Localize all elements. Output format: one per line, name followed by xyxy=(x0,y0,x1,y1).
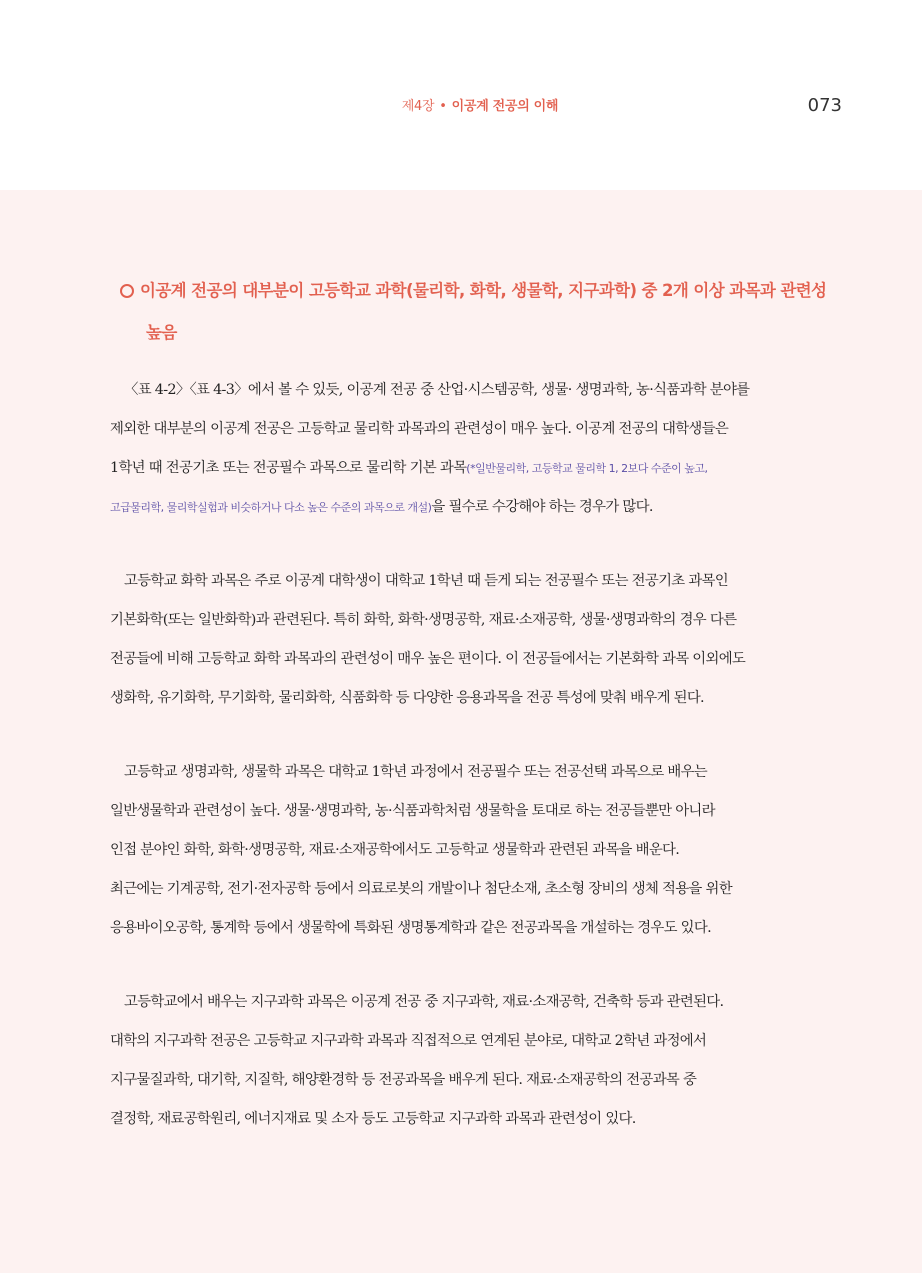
circle-bullet-icon xyxy=(120,284,134,298)
paragraph-line: 전공들에 비해 고등학교 화학 과목과의 관련성이 매우 높은 편이다. 이 전공들에서는 기본화학 과목 이외에도 xyxy=(110,651,746,667)
page-header xyxy=(0,0,922,190)
header-separator: • xyxy=(439,99,447,114)
paragraph-line: 결정학, 재료공학원리, 에너지재료 및 소자 등도 고등학교 지구과학 과목과 관련성이 있다. xyxy=(110,1111,636,1127)
page-number: 073 xyxy=(807,95,842,116)
paragraph-text: 을 필수로 수강해야 하는 경우가 많다. xyxy=(431,499,653,515)
running-head xyxy=(330,95,630,114)
paragraph-earth-science xyxy=(110,983,842,1139)
paragraph-line: 고등학교 화학 과목은 주로 이공계 대학생이 대학교 1학년 때 듣게 되는 전공필수 또는 전공기초 과목인 xyxy=(124,573,728,589)
chapter-label: 제4장 xyxy=(401,99,435,114)
paragraph-physics xyxy=(110,371,842,527)
paragraph-line: 최근에는 기계공학, 전기·전자공학 등에서 의료로봇의 개발이나 첨단소재, 초소형 장비의 생체 적용을 위한 xyxy=(110,881,732,897)
paragraph-line: 고등학교 생명과학, 생물학 과목은 대학교 1학년 과정에서 전공필수 또는 전공선택 과목으로 배우는 xyxy=(124,764,708,780)
paragraph-line: 〈표 4-2〉〈표 4-3〉에서 볼 수 있듯, 이공계 전공 중 산업·시스템공학, 생물· 생명과학, 농·식품과학 분야를 xyxy=(124,382,750,398)
heading-line-2: 높음 xyxy=(146,323,177,342)
paragraph-line: 고등학교에서 배우는 지구과학 과목은 이공계 전공 중 지구과학, 재료·소재공학, 건축학 등과 관련된다. xyxy=(124,994,724,1010)
paragraph-biology xyxy=(110,753,842,948)
paragraph-line: 지구물질과학, 대기학, 지질학, 해양환경학 등 전공과목을 배우게 된다. 재료·소재공학의 전공과목 중 xyxy=(110,1072,697,1088)
paragraph-line: 제외한 대부분의 이공계 전공은 고등학교 물리학 과목과의 관련성이 매우 높다. 이공계 전공의 대학생들은 xyxy=(110,421,729,437)
section-heading xyxy=(120,270,850,354)
paragraph-chemistry xyxy=(110,562,842,718)
paragraph-line: 인접 분야인 화학, 화학·생명공학, 재료·소재공학에서도 고등학교 생물학과 관련된 과목을 배운다. xyxy=(110,842,680,858)
paragraph-text: 1학년 때 전공기초 또는 전공필수 과목으로 물리학 기본 과목 xyxy=(110,460,467,476)
paragraph-line xyxy=(110,488,842,527)
chapter-topic: 이공계 전공의 이해 xyxy=(451,99,559,114)
paragraph-line: 기본화학(또는 일반화학)과 관련된다. 특히 화학, 화학·생명공학, 재료·소재공학, 생물·생명과학의 경우 다른 xyxy=(110,612,737,628)
footnote-text: (*일반물리학, 고등학교 물리학 1, 2보다 수준이 높고, xyxy=(466,462,708,475)
paragraph-line xyxy=(110,449,842,488)
heading-line-1: 이공계 전공의 대부분이 고등학교 과학(물리학, 화학, 생물학, 지구과학) 중 2개 이상 과목과 관련성 xyxy=(140,281,827,300)
footnote-text: 고급물리학, 물리학실험과 비슷하거나 다소 높은 수준의 과목으로 개설) xyxy=(110,501,432,514)
paragraph-line: 일반생물학과 관련성이 높다. 생물·생명과학, 농·식품과학처럼 생물학을 토대로 하는 전공들뿐만 아니라 xyxy=(110,803,715,819)
paragraph-line: 생화학, 유기화학, 무기화학, 물리화학, 식품화학 등 다양한 응용과목을 전공 특성에 맞춰 배우게 된다. xyxy=(110,690,704,706)
paragraph-line: 응용바이오공학, 통계학 등에서 생물학에 특화된 생명통계학과 같은 전공과목을 개설하는 경우도 있다. xyxy=(110,920,711,936)
paragraph-line: 대학의 지구과학 전공은 고등학교 지구과학 과목과 직접적으로 연계된 분야로, 대학교 2학년 과정에서 xyxy=(110,1033,707,1049)
